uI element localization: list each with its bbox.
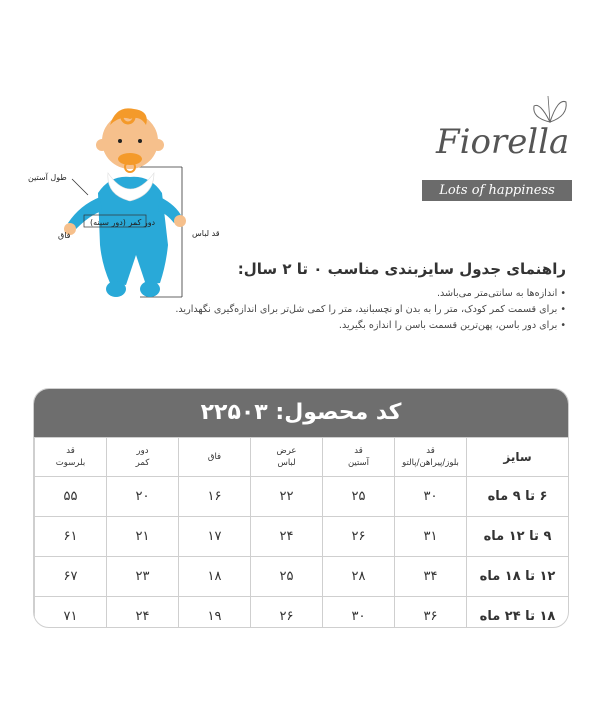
label-sleeve-length: طول آستین [28, 173, 67, 182]
product-code-value: ۲۲۵۰۳ [200, 400, 268, 425]
logo-name: Fiorella [436, 122, 570, 162]
table-row [35, 557, 569, 597]
header-size: سایز [467, 438, 569, 477]
header-sleeve-length: قد آستین [323, 438, 395, 477]
table-cell: ۲۴ [251, 517, 323, 557]
guide-note: • اندازه‌ها به سانتی‌متر می‌باشد. [126, 286, 566, 302]
table-cell: ۲۱ [107, 517, 179, 557]
size-guide-notes [126, 260, 566, 334]
table-cell: ۱۹ [179, 597, 251, 629]
table-cell: ۲۶ [251, 597, 323, 629]
table-row [35, 517, 569, 557]
fiorella-logo [418, 92, 578, 212]
label-inseam: فاق [58, 231, 71, 240]
cell-size: ۶ تا ۹ ماه [467, 477, 569, 517]
size-table-card [33, 388, 569, 628]
table-header-row [35, 438, 569, 477]
logo-tagline: Lots of happiness [422, 180, 572, 201]
table-cell: ۱۶ [179, 477, 251, 517]
header-inseam: فاق [179, 438, 251, 477]
header-bodysuit-length: قد بلرسوت [35, 438, 107, 477]
table-cell: ۲۲ [251, 477, 323, 517]
cell-size: ۹ تا ۱۲ ماه [467, 517, 569, 557]
guide-title: راهنمای جدول سایزبندی مناسب ۰ تا ۲ سال: [237, 260, 566, 278]
table-cell: ۱۸ [179, 557, 251, 597]
table-cell: ۲۰ [107, 477, 179, 517]
table-cell: ۵۵ [35, 477, 107, 517]
table-cell: ۲۸ [323, 557, 395, 597]
size-table [34, 437, 569, 628]
header-garment-width: عرض لباس [251, 438, 323, 477]
table-row [35, 597, 569, 629]
product-code-header [34, 389, 568, 437]
cell-size: ۱۸ تا ۲۴ ماه [467, 597, 569, 629]
header-top-length: قد بلوز/پیراهن/پالتو [395, 438, 467, 477]
table-cell: ۱۷ [179, 517, 251, 557]
label-garment-length: قد لباس [192, 229, 220, 238]
table-cell: ۶۱ [35, 517, 107, 557]
guide-notes-list [126, 286, 566, 334]
table-cell: ۲۳ [107, 557, 179, 597]
table-cell: ۳۰ [395, 477, 467, 517]
table-cell: ۶۷ [35, 557, 107, 597]
guide-note: • برای قسمت کمر کودک، متر را به بدن او نچسبانید، متر را کمی شل‌تر برای اندازه‌گیری نگهدارید. [126, 302, 566, 318]
table-cell: ۳۰ [323, 597, 395, 629]
table-cell: ۳۶ [395, 597, 467, 629]
table-row [35, 477, 569, 517]
table-cell: ۳۱ [395, 517, 467, 557]
table-cell: ۳۴ [395, 557, 467, 597]
table-cell: ۲۵ [251, 557, 323, 597]
table-cell: ۲۶ [323, 517, 395, 557]
label-waist: دور کمر (دور سینه) [90, 218, 156, 227]
table-cell: ۲۴ [107, 597, 179, 629]
table-cell: ۷۱ [35, 597, 107, 629]
product-code-label: کد محصول: [275, 400, 402, 425]
table-cell: ۲۵ [323, 477, 395, 517]
guide-note: • برای دور باسن، پهن‌ترین قسمت باسن را اندازه بگیرید. [126, 318, 566, 334]
header-waist: دور کمر [107, 438, 179, 477]
cell-size: ۱۲ تا ۱۸ ماه [467, 557, 569, 597]
